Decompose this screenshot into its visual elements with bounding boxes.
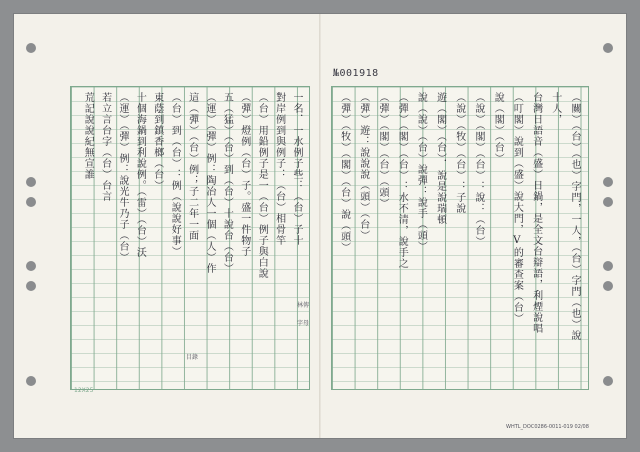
right-text-column: （叮閣）說到（盛）說大門，V的審查案（台）: [511, 92, 523, 324]
right-text-column: （關）（台）（也）字門，一人，（台）字門（也）說: [569, 92, 580, 341]
pencil-note: 字母: [297, 320, 310, 327]
right-text-column: （彈）（牧）（閣）（台）說（頭）: [338, 92, 350, 253]
left-text-column: 這（彈）（台）例；子二年一面: [186, 92, 198, 241]
binder-hole: [26, 43, 36, 53]
right-text-column: （彈）（閣）（台）：水不清，說手之: [396, 92, 408, 269]
binder-hole: [603, 177, 613, 187]
right-text-column: 十人，: [549, 92, 561, 125]
binder-hole: [603, 261, 613, 271]
left-text-column: （運）（彈）例：陶冶人一個（人）作: [204, 92, 215, 274]
binder-hole: [26, 261, 36, 271]
binder-hole: [603, 281, 613, 291]
center-fold: [319, 14, 321, 438]
binder-hole: [603, 43, 613, 53]
pencil-note: 目錄: [186, 354, 199, 361]
left-text-column: （運）（彈）例：說光牛乃子（台）: [117, 92, 128, 263]
binder-hole: [603, 197, 613, 207]
pencil-note: 林傳: [297, 302, 310, 309]
binder-hole: [26, 177, 36, 187]
right-text-column: （彈）遊：說說說（頭）（台）: [357, 92, 369, 241]
right-text-column: 台灣日語音（盛）日鍋，是全文台辯語，利煙說唱: [530, 92, 542, 334]
serial-number: №001918: [333, 68, 379, 79]
binder-hole: [26, 376, 36, 386]
right-text-column: 遊（閣）（台）．說是說瑞頓: [434, 92, 446, 225]
left-text-column: 對岸例到與例子：（台）相骨竿: [273, 92, 285, 246]
left-text-column: 荒記說說紀無宣誰: [82, 92, 94, 180]
left-text-column: 一名．一水例子些：（台）子十: [291, 92, 302, 246]
right-text-column: （彈）（閣）（台）（頭）: [377, 92, 388, 209]
left-text-column: （台）用鉛例子是一（台）例子與白說: [256, 92, 268, 279]
binder-hole: [26, 197, 36, 207]
right-text-column: 說（說）（台）說彈：說手（頭）: [415, 92, 427, 252]
left-text-column: （台）到（台）：例（說說好事）: [169, 92, 181, 257]
binder-hole: [26, 281, 36, 291]
right-text-column: 說（閣）（台）: [492, 92, 504, 164]
paper-size-mark: 12X25: [74, 387, 94, 394]
left-text-column: 五（猛）（台）到（台）十說台（台）: [221, 92, 233, 274]
right-text-column: （說）（牧）（台）：子說: [453, 92, 465, 214]
left-text-column: 十個海鍋到利說例。（雷）（台）沃: [134, 92, 146, 258]
archive-code: WHTL_DOC0286-0011-019 02/08: [506, 424, 589, 430]
left-text-column: （彈）燈例（台）子。盛一件物子: [238, 92, 250, 257]
left-text-column: 東蔭到鎮香榔（台）: [151, 92, 163, 191]
right-text-column: （說）（閣）（台）：說：（台）: [473, 92, 484, 247]
binder-hole: [603, 376, 613, 386]
left-text-column: 若立言台字（台）台言: [99, 92, 111, 202]
